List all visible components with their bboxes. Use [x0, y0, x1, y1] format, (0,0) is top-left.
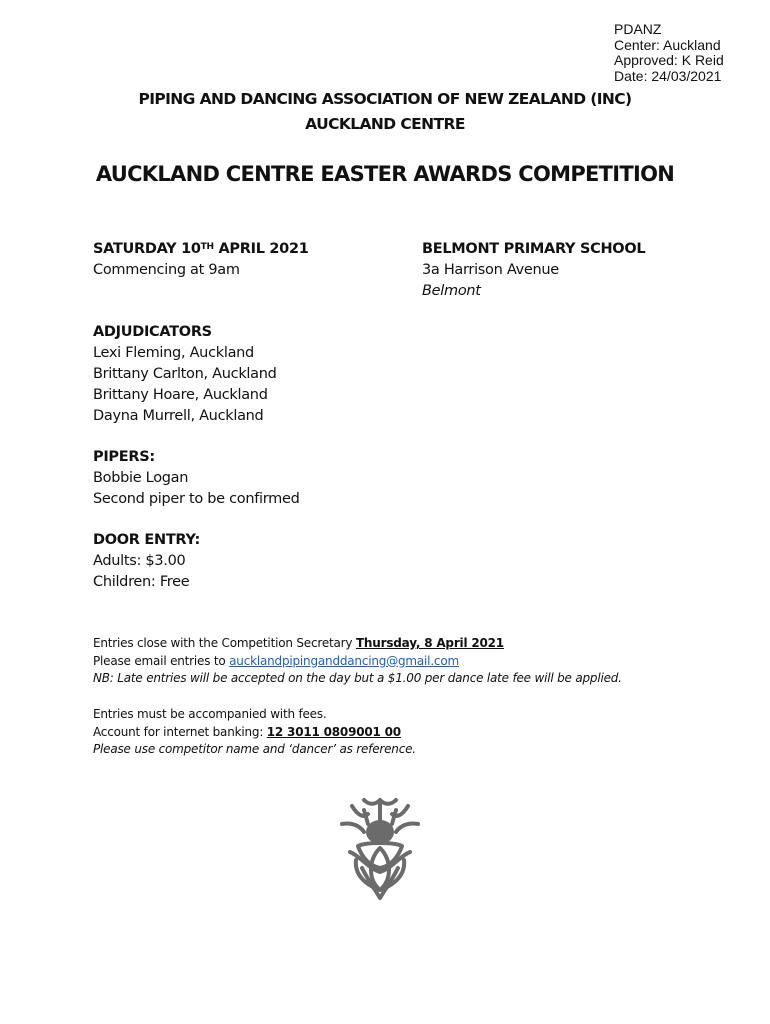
- event-date: SATURDAY 10TH APRIL 2021: [93, 241, 309, 257]
- adjudicators-heading: ADJUDICATORS: [93, 324, 212, 340]
- stamp-approved: Approved: K Reid: [614, 52, 724, 68]
- reference-note: Please use competitor name and ‘dancer’ as reference.: [93, 742, 416, 756]
- adjudicator-name: Dayna Murrell, Auckland: [93, 408, 264, 424]
- pipers-section: [93, 447, 300, 510]
- celtic-thistle-emblem-icon: [338, 796, 422, 902]
- org-centre: AUCKLAND CENTRE: [305, 115, 465, 133]
- adjudicator-name: Brittany Hoare, Auckland: [93, 387, 268, 403]
- door-entry-section: [93, 530, 200, 593]
- stamp-center: Center: Auckland: [614, 36, 721, 53]
- adjudicators-section: [93, 322, 277, 427]
- pipers-heading: PIPERS:: [93, 449, 155, 465]
- entries-section: [93, 635, 622, 688]
- entries-close-line: Entries close with the Competition Secretary Thursday, 8 April 2021: [93, 636, 504, 650]
- org-name: PIPING AND DANCING ASSOCIATION OF NEW ZEALAND (INC): [138, 90, 632, 108]
- venue-street: 3a Harrison Avenue: [422, 262, 559, 278]
- account-number: 12 3011 0809001 00: [266, 724, 401, 739]
- late-entry-note: NB: Late entries will be accepted on the day but a $1.00 per dance late fee will be applied.: [93, 671, 622, 685]
- stamp-date: Date: 24/03/2021: [614, 67, 722, 84]
- close-date: Thursday, 8 April 2021: [355, 636, 504, 650]
- event-start-time: Commencing at 9am: [93, 262, 240, 278]
- adult-price: Adults: $3.00: [93, 553, 186, 569]
- stamp-org: PDANZ: [614, 21, 662, 37]
- adjudicator-name: Lexi Fleming, Auckland: [93, 345, 254, 361]
- email-link[interactable]: aucklandpipinganddancing@gmail.com: [229, 653, 459, 668]
- venue-suburb: Belmont: [422, 283, 481, 299]
- payment-section: [93, 706, 416, 759]
- fees-note: Entries must be accompanied with fees.: [93, 707, 327, 721]
- account-line: Account for internet banking: 12 3011 0809001 00: [93, 724, 401, 739]
- piper-name: Second piper to be confirmed: [93, 491, 300, 507]
- piper-name: Bobbie Logan: [93, 470, 189, 486]
- approval-stamp: [614, 22, 724, 84]
- venue-name: BELMONT PRIMARY SCHOOL: [422, 241, 646, 257]
- email-line: Please email entries to aucklandpipinganddancing@gmail.com: [93, 653, 459, 668]
- venue-block: [422, 239, 645, 302]
- door-entry-heading: DOOR ENTRY:: [93, 532, 200, 548]
- adjudicator-name: Brittany Carlton, Auckland: [93, 366, 277, 382]
- child-price: Children: Free: [93, 574, 190, 590]
- page-title: AUCKLAND CENTRE EASTER AWARDS COMPETITION: [95, 162, 675, 186]
- event-date-block: [93, 239, 309, 281]
